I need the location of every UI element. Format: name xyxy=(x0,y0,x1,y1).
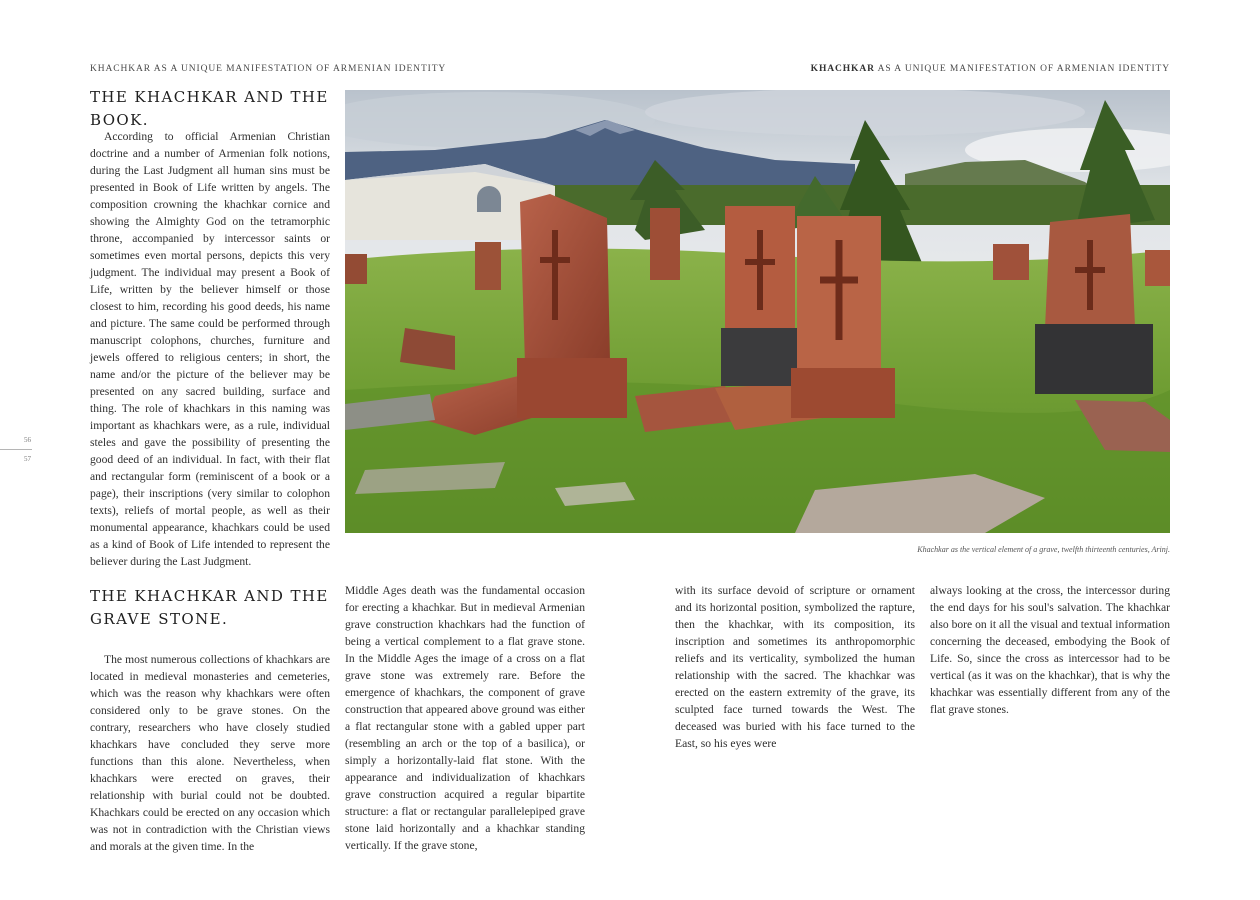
text-column-book xyxy=(90,128,330,570)
folio-divider xyxy=(0,449,32,450)
running-head-left: KHACHKAR AS A UNIQUE MANIFESTATION OF ARMENIAN IDENTITY xyxy=(90,64,447,74)
paragraph-grave-2: Middle Ages death was the fundamental occasion for erecting a khachkar. But in medieval Armenian grave construction khachkars had the function of being a vertical complement to a flat grave stone. In the Middle Ages the image of a cross on a flat grave stone was extremely rare. Before the emergence of khachkars, the component of grave construction that appeared above ground was either a flat rectangular stone with a gabled upper part (resembling an arch or the top of a basilica), or simply a horizontally-laid flat stone. With the appearance and individualization of khachkars grave construction acquired a regular bipartite structure: a flat or rectangular parallelepiped grave stone laid horizontally and a khachkar standing vertically. If the grave stone, xyxy=(345,584,585,852)
running-head-right-rest: AS A UNIQUE MANIFESTATION OF ARMENIAN IDENTITY xyxy=(874,64,1170,74)
paragraph-grave-3: with its surface devoid of scripture or ornament and its horizontal position, symbolized the rapture, then the khachkar, with its composition, its inscription and sometimes its anthropomorphic reliefs and its verticality, symbolized the human relationship with the sacred. The khachkar was erected on the eastern extremity of the grave, its sculpted face turned towards the West. The deceased was buried with his face turned to the East, so his eyes were xyxy=(675,584,915,750)
text-column-grave-1 xyxy=(90,651,330,855)
paragraph-book: According to official Armenian Christian doctrine and a number of Armenian folk notions, during the Last Judgment all human sins must be presented in Book of Life written by angels. The composition crowning the khachkar cornice and showing the Almighty God on the tetramorphic throne, accompanied by intercessor saints or sometimes even mortal persons, depicts this very judgment. The individual may present a Book of Life, written by the believer himself or those closest to him, recording his good deeds, his name and picture. The same could be performed through manuscript colophons, churches, furniture and jewels offered to religious centers; in short, the name and/or the picture of the believer may be presented on any sacred building, surface and thing. The role of khachkars in this naming was important as khachkars were, as a rule, individual steles and gave the possibility of presenting the good deed of an individual. In fact, with their flat and rectangular form (reminiscent of a book or a page), their inscriptions (very similar to colophon texts), reliefs of mortal people, as well as their monumental appearance, khachkars could be used as a kind of Book of Life intended to represent the believer during the Last Judgment. xyxy=(90,130,330,568)
text-column-grave-2 xyxy=(345,582,585,854)
text-column-grave-3 xyxy=(675,582,915,752)
text-column-grave-4 xyxy=(930,582,1170,718)
running-head-right-strong: KHACHKAR xyxy=(810,64,875,74)
section-title-grave-line2: GRAVE STONE. xyxy=(90,610,229,628)
khachkar-cemetery-photo xyxy=(345,90,1170,533)
folio-right: 57 xyxy=(24,455,31,463)
khachkar-stone xyxy=(520,194,610,364)
paragraph-grave-1: The most numerous collections of khachkars are located in medieval monasteries and cemeteries, which was the reason why khachkars were often considered only to be grave stones. On the contrary, researchers who have closely studied khachkars have concluded they serve more functions than this alone. Nevertheless, when khachkars were erected on graves, their relationship with burial could not be doubted. Khachkars could be erected on any occasion which was not in contradiction with the Christian views and morals at the given time. In the xyxy=(90,653,330,853)
running-head-right xyxy=(811,64,1170,74)
folio-left: 56 xyxy=(24,436,31,444)
photo-caption: Khachkar as the vertical element of a grave, twelfth thirteenth centuries, Arinj. xyxy=(917,545,1170,554)
section-title-grave xyxy=(90,585,330,631)
section-title-grave-line1: THE KHACHKAR AND THE xyxy=(90,587,329,605)
section-title-book: THE KHACHKAR AND THE BOOK. xyxy=(90,88,329,129)
paragraph-grave-4: always looking at the cross, the intercessor during the end days for his soul's salvation. The khachkar also bore on it all the visual and textual information concerning the deceased, embodying the Book of Life. So, since the cross as intercessor had to be vertical (as it was on the khachkar), that is why the khachkar was essentially different from any of the flat grave stones. xyxy=(930,584,1170,716)
